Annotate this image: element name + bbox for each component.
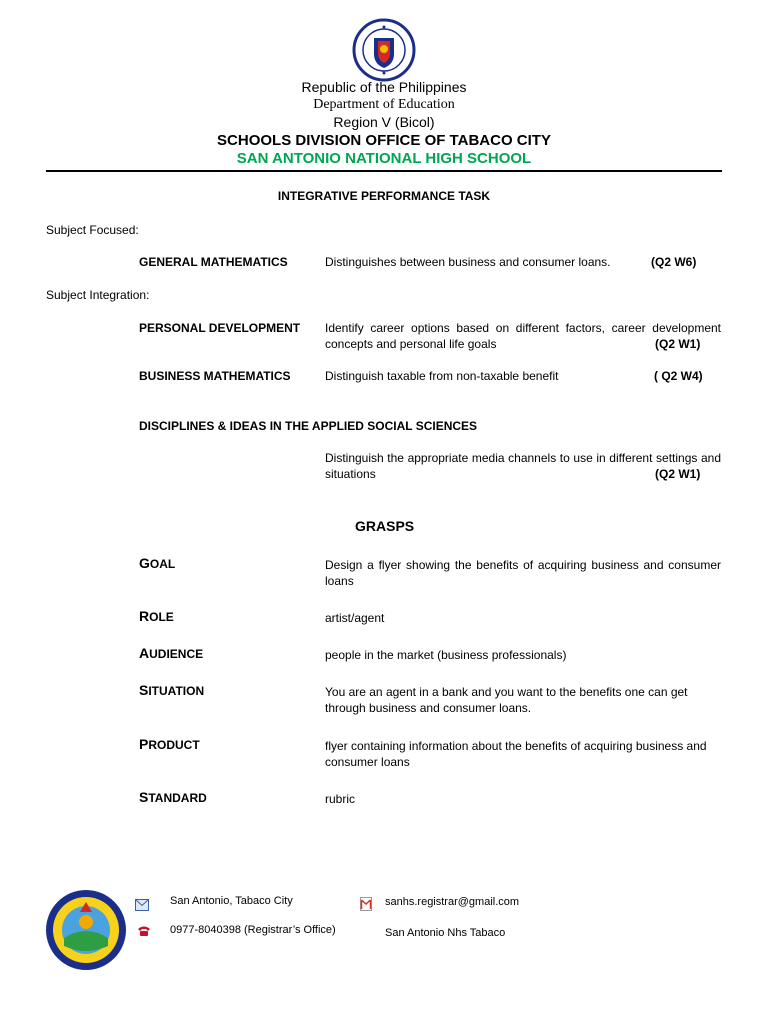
- grasps-value-goal: Design a flyer showing the benefits of acquiring business and consumer loans: [325, 558, 721, 588]
- subject-code: (Q2 W1): [651, 336, 700, 352]
- mail-icon: [135, 898, 149, 910]
- subject-name: DISCIPLINES & IDEAS IN THE APPLIED SOCIAL SCIENCES: [139, 419, 478, 433]
- subject-code: ( Q2 W4): [654, 369, 703, 383]
- header-region: Region V (Bicol): [333, 114, 435, 130]
- grasps-value-product: flyer containing information about the benefits of acquiring business and consumer loans: [325, 739, 707, 769]
- grasps-key-role: ROLE: [139, 608, 174, 624]
- grasps-key-situation: SITUATION: [139, 682, 205, 698]
- grasps-value-audience: people in the market (business professionals): [325, 648, 567, 662]
- subject-competency: Distinguishes between business and consumer loans.: [325, 255, 611, 269]
- subject-name: PERSONAL DEVELOPMENT: [139, 321, 301, 335]
- footer-facebook: San Antonio Nhs Tabaco: [385, 927, 506, 939]
- grasps-title: GRASPS: [355, 518, 415, 534]
- subject-name: BUSINESS MATHEMATICS: [139, 369, 291, 383]
- grasps-value-role: artist/agent: [325, 611, 385, 625]
- footer-email[interactable]: sanhs.registrar@gmail.com: [385, 896, 520, 908]
- grasps-value-situation: You are an agent in a bank and you want to the benefits one can get through business and consumer loans.: [325, 685, 688, 715]
- subject-competency: Distinguish the appropriate media channels to use in different settings and situations: [325, 451, 721, 481]
- subject-competency: Distinguish taxable from non-taxable benefit: [325, 369, 559, 383]
- subject-code: (Q2 W6): [651, 255, 697, 269]
- grasps-key-product: PRODUCT: [139, 736, 200, 752]
- subject-competency: Identify career options based on different factors, career development concepts and personal life goals: [325, 321, 721, 351]
- deped-seal: [346, 18, 422, 82]
- header-department: Department of Education: [313, 97, 455, 112]
- footer-address: San Antonio, Tabaco City: [170, 895, 293, 907]
- header-divider: [46, 170, 722, 172]
- subject-code: (Q2 W1): [651, 466, 700, 482]
- task-title: INTEGRATIVE PERFORMANCE TASK: [277, 189, 491, 203]
- phone-icon: [136, 924, 152, 936]
- header-division: SCHOOLS DIVISION OFFICE OF TABACO CITY: [217, 132, 551, 149]
- grasps-key-audience: AUDIENCE: [139, 645, 204, 661]
- header-school: SAN ANTONIO NATIONAL HIGH SCHOOL: [236, 150, 532, 167]
- footer-phone: 0977-8040398 (Registrar’s Office): [170, 924, 336, 936]
- school-logo: [44, 888, 128, 972]
- header-republic: Republic of the Philippines: [301, 79, 467, 95]
- grasps-key-goal: GOAL: [139, 555, 176, 571]
- grasps-value-standard: rubric: [325, 792, 356, 806]
- gmail-icon: [360, 897, 372, 911]
- subject-name: GENERAL MATHEMATICS: [139, 255, 288, 269]
- subject-focused-label: Subject Focused:: [46, 223, 139, 237]
- grasps-key-standard: STANDARD: [139, 789, 207, 805]
- subject-integration-label: Subject Integration:: [46, 288, 150, 302]
